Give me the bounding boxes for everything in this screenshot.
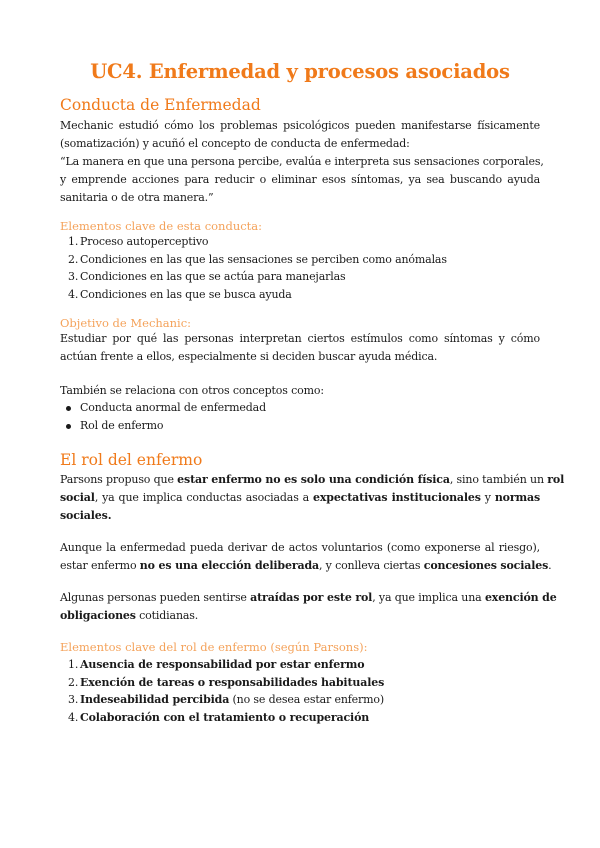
list-number: 2. (68, 675, 79, 689)
list-number: 2. (68, 252, 79, 266)
text-run: estar enfermo (60, 559, 140, 572)
text-run: Parsons propuso que (60, 473, 178, 486)
text-line: Estudiar por qué las personas interpretan ciertos estímulos como síntomas y cómo (60, 332, 540, 345)
text-run: (no se desea estar enfermo) (229, 693, 385, 706)
text-line (60, 507, 540, 525)
voluntary-paragraph (60, 539, 552, 575)
parsons-paragraph (60, 471, 565, 525)
list-item-text: Condiciones en las que se actúa para manejarlas (80, 270, 346, 283)
bold-text: exención de (484, 591, 557, 604)
attraction-paragraph (60, 589, 557, 625)
related-intro: También se relaciona con otros conceptos como: (60, 384, 324, 397)
text-run: , ya que implica conductas asociadas a (94, 491, 314, 504)
text-run: , sino también un (449, 473, 548, 486)
text-line (60, 557, 552, 575)
bullet-icon (66, 424, 71, 429)
subheading-elementos-parsons: Elementos clave del rol de enfermo (según Parsons): (60, 640, 368, 654)
text-run: . (548, 559, 552, 572)
bold-text: sociales. (60, 509, 112, 522)
list-item (60, 691, 540, 709)
list-number: 3. (68, 693, 79, 706)
list-item (60, 268, 540, 286)
text-run: cotidianas. (135, 609, 199, 622)
subheading-elementos: Elementos clave de esta conducta: (60, 219, 263, 233)
text-run: y (480, 491, 495, 504)
subheading-objetivo: Objetivo de Mechanic: (60, 316, 192, 330)
list-item-text: Condiciones en las que las sensaciones se perciben como anómalas (80, 252, 447, 266)
text-run: Algunas personas pueden sentirse (60, 591, 251, 604)
bold-text: Colaboración con el tratamiento o recuperación (80, 710, 370, 724)
list-item-text: Proceso autoperceptivo (80, 235, 209, 248)
list-number: 4. (68, 710, 79, 724)
bold-text: no es una elección deliberada (139, 559, 319, 572)
text-run: , y conlleva ciertas (318, 559, 424, 572)
bullet-icon (66, 406, 71, 411)
objective-paragraph (60, 330, 540, 366)
page-title: UC4. Enfermedad y procesos asociados (90, 60, 510, 83)
bold-text: normas (494, 491, 541, 504)
text-line: y emprende acciones para reducir o eliminar esos síntomas, ya sea buscando ayuda (60, 173, 540, 186)
list-item (60, 251, 540, 269)
bold-text: obligaciones (60, 609, 136, 622)
bold-text: rol (547, 473, 565, 486)
intro-paragraph (60, 117, 544, 207)
list-number: 4. (68, 287, 79, 301)
list-item-text: Rol de enfermo (80, 418, 164, 432)
bullet-list-related (60, 399, 540, 434)
text-line (60, 471, 565, 489)
list-item (60, 233, 540, 251)
text-line: sanitaria o de otra manera.” (60, 191, 214, 204)
bold-text: Ausencia de responsabilidad por estar enfermo (80, 658, 365, 671)
ordered-list-elementos (60, 233, 540, 303)
text-line: actúan frente a ellos, especialmente si deciden buscar ayuda médica. (60, 350, 438, 363)
list-item (60, 286, 540, 304)
bold-text: atraídas por este rol (250, 591, 373, 604)
bold-text: expectativas institucionales (313, 491, 481, 504)
list-item (60, 417, 540, 435)
bold-text: estar enfermo no es solo una condición física (177, 473, 450, 486)
list-item (60, 674, 540, 692)
section-heading-conducta: Conducta de Enfermedad (60, 96, 261, 114)
list-number: 1. (68, 658, 79, 671)
list-number: 1. (68, 235, 79, 248)
list-item (60, 709, 540, 727)
list-item (60, 656, 540, 674)
text-line (60, 607, 540, 625)
bold-text: Exención de tareas o responsabilidades habituales (80, 675, 385, 689)
text-line: “La manera en que una persona percibe, evalúa e interpreta sus sensaciones corporales, (60, 155, 544, 168)
bold-text: social (60, 491, 95, 504)
list-item-text: Conducta anormal de enfermedad (80, 401, 266, 414)
text-line: Aunque la enfermedad pueda derivar de actos voluntarios (como exponerse al riesgo), (60, 541, 540, 554)
text-line (60, 589, 557, 607)
bold-text: concesiones sociales (423, 559, 549, 572)
list-number: 3. (68, 270, 79, 283)
text-run: , ya que implica una (372, 591, 485, 604)
bold-text: Indeseabilidad percibida (80, 693, 230, 706)
text-line: Mechanic estudió cómo los problemas psicológicos pueden manifestarse físicamente (60, 119, 540, 132)
section-heading-rol: El rol del enfermo (60, 451, 203, 469)
text-line (60, 489, 540, 507)
ordered-list-parsons (60, 656, 540, 726)
text-line: (somatización) y acuñó el concepto de conducta de enfermedad: (60, 137, 410, 150)
list-item (60, 399, 540, 417)
list-item-text: Condiciones en las que se busca ayuda (80, 287, 292, 301)
